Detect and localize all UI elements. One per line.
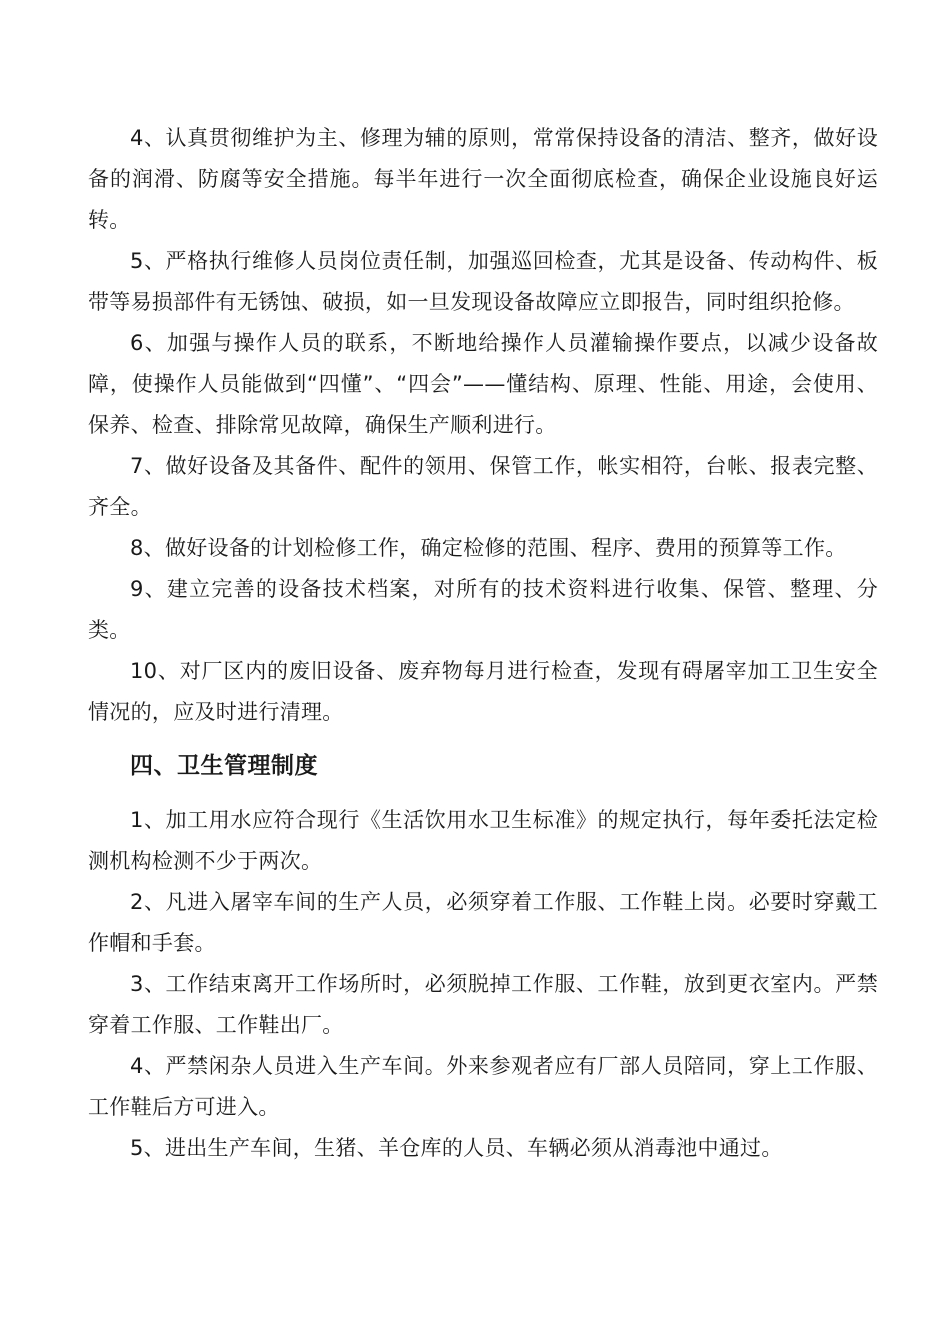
hygiene-item-2: 2、凡进入屠宰车间的生产人员，必须穿着工作服、工作鞋上岗。必要时穿戴工作帽和手套。	[88, 890, 878, 955]
paragraph-item-4: 4、认真贯彻维护为主、修理为辅的原则，常常保持设备的清洁、整齐，做好设备的润滑、防腐等安全措施。每半年进行一次全面彻底检查，确保企业设施良好运转。	[88, 126, 878, 232]
paragraph-item-5: 5、严格执行维修人员岗位责任制，加强巡回检查，尤其是设备、传动构件、板带等易损部件有无锈蚀、破损，如一旦发现设备故障应立即报告，同时组织抢修。	[88, 249, 878, 314]
hygiene-item-1: 1、加工用水应符合现行《生活饮用水卫生标准》的规定执行，每年委托法定检测机构检测不少于两次。	[88, 808, 878, 873]
section-heading: 四、卫生管理制度	[130, 753, 318, 779]
paragraph-item-10: 10、对厂区内的废旧设备、废弃物每月进行检查，发现有碍屠宰加工卫生安全情况的，应及时进行清理。	[88, 659, 878, 724]
paragraph-item-7: 7、做好设备及其备件、配件的领用、保管工作，帐实相符，台帐、报表完整、齐全。	[88, 454, 878, 519]
hygiene-item-5: 5、进出生产车间，生猪、羊仓库的人员、车辆必须从消毒池中通过。	[130, 1136, 783, 1160]
hygiene-item-4: 4、严禁闲杂人员进入生产车间。外来参观者应有厂部人员陪同，穿上工作服、工作鞋后方可进入。	[88, 1054, 878, 1119]
document-page	[88, 118, 878, 1169]
paragraph-item-9: 9、建立完善的设备技术档案，对所有的技术资料进行收集、保管、整理、分类。	[88, 577, 878, 642]
paragraph-item-6: 6、加强与操作人员的联系，不断地给操作人员灌输操作要点，以减少设备故障，使操作人员能做到“四懂”、“四会”——懂结构、原理、性能、用途，会使用、保养、检查、排除常见故障，确保生产顺利进行。	[88, 331, 878, 437]
hygiene-item-3: 3、工作结束离开工作场所时，必须脱掉工作服、工作鞋，放到更衣室内。严禁穿着工作服、工作鞋出厂。	[88, 972, 878, 1037]
paragraph-item-8: 8、做好设备的计划检修工作，确定检修的范围、程序、费用的预算等工作。	[130, 536, 847, 560]
